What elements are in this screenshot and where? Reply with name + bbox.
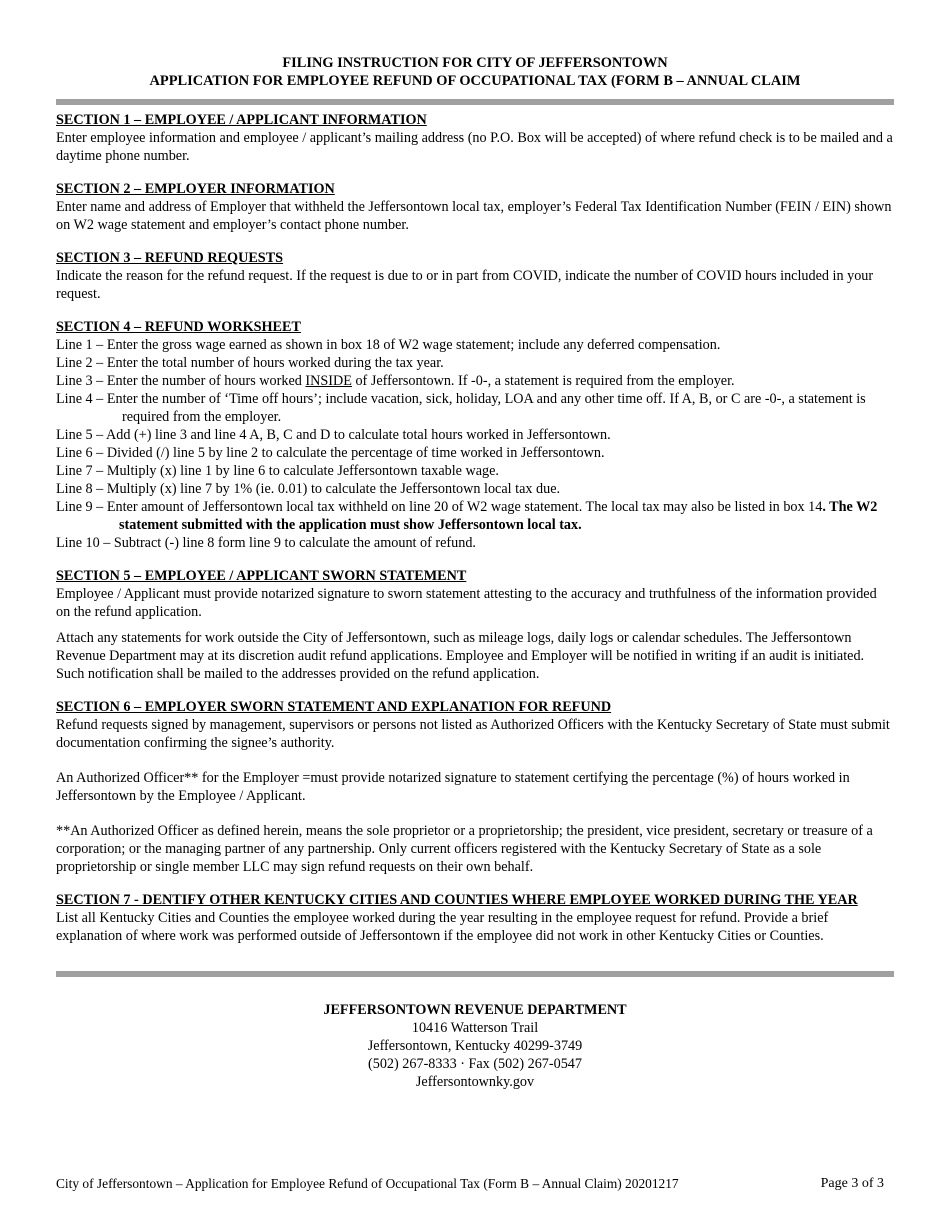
page-number: Page 3 of 3 [820, 1176, 884, 1191]
worksheet-line-5: Line 5 – Add (+) line 3 and line 4 A, B, C and D to calculate total hours worked in Jeffersontown. [56, 427, 611, 443]
section-6 [56, 698, 894, 876]
website: Jeffersontownky.gov [415, 1074, 535, 1090]
section-5 [56, 567, 894, 683]
section-6-heading: SECTION 6 – EMPLOYER SWORN STATEMENT AND EXPLANATION FOR REFUND [56, 699, 612, 715]
section-2-heading: SECTION 2 – EMPLOYER INFORMATION [56, 181, 335, 197]
document-title [56, 54, 894, 90]
section-6-paragraph-2: An Authorized Officer** for the Employer =must provide notarized signature to statement certifying the percentage (%) of hours worked in Jeffersontown by the Employee / Applicant. [56, 770, 850, 804]
department-contact-block [56, 1001, 894, 1091]
title-line-2: APPLICATION FOR EMPLOYEE REFUND OF OCCUPATIONAL TAX (FORM B – ANNUAL CLAIM [149, 73, 801, 89]
address-line-1: 10416 Watterson Trail [411, 1020, 539, 1036]
bottom-divider [56, 971, 894, 977]
section-4-heading: SECTION 4 – REFUND WORKSHEET [56, 319, 301, 335]
section-3-heading: SECTION 3 – REFUND REQUESTS [56, 250, 284, 266]
section-2-text: Enter name and address of Employer that withheld the Jeffersontown local tax, employer’s Federal Tax Identification Number (FEIN / EIN) shown on W2 wage statement and employer’s contact phone number. [56, 199, 892, 233]
section-7-heading: SECTION 7 - DENTIFY OTHER KENTUCKY CITIES AND COUNTIES WHERE EMPLOYEE WORKED DURING THE YEAR [56, 892, 858, 908]
section-3 [56, 249, 894, 303]
worksheet-line-2: Line 2 – Enter the total number of hours worked during the tax year. [56, 355, 444, 371]
section-1-heading: SECTION 1 – EMPLOYEE / APPLICANT INFORMATION [56, 112, 427, 128]
worksheet-line-9 [56, 498, 894, 534]
line-9-text: Line 9 – Enter amount of Jeffersontown local tax withheld on line 20 of W2 wage statement. The local tax may also be listed in box 14 [56, 499, 823, 515]
section-5-heading: SECTION 5 – EMPLOYEE / APPLICANT SWORN STATEMENT [56, 568, 467, 584]
worksheet-line-4: Line 4 – Enter the number of ‘Time off hours’; include vacation, sick, holiday, LOA and any other time off. If A, B, or C are -0-, a statement is required from the employer. [56, 391, 866, 425]
section-2 [56, 180, 894, 234]
section-6-paragraph-1: Refund requests signed by management, supervisors or persons not listed as Authorized Officers with the Kentucky Secretary of State must submit documentation confirming the signee’s authority. [56, 717, 890, 751]
section-1-text: Enter employee information and employee / applicant’s mailing address (no P.O. Box will be accepted) of where refund check is to be mailed and a daytime phone number. [56, 130, 893, 164]
worksheet-line-3 [56, 372, 894, 390]
section-5-paragraph-2: Attach any statements for work outside the City of Jeffersontown, such as mileage logs, daily logs or calendar schedules. The Jeffersontown Revenue Department may at its discretion audit refund applications. Employee and Employer will be notified in writing if an audit is initiated. Such notification shall be mailed to the addresses provided on the refund application. [56, 630, 865, 682]
line-3-text-end: of Jeffersontown. If -0-, a statement is required from the employer. [351, 373, 735, 389]
address-line-2: Jeffersontown, Kentucky 40299-3749 [367, 1038, 583, 1054]
document-page [56, 54, 894, 1091]
title-line-1: FILING INSTRUCTION FOR CITY OF JEFFERSONTOWN [282, 55, 668, 71]
line-3-inside-emphasis: INSIDE [305, 373, 352, 389]
form-identifier: City of Jeffersontown – Application for Employee Refund of Occupational Tax (Form B – Annual Claim) 20201217 [56, 1176, 679, 1191]
worksheet-line-10: Line 10 – Subtract (-) line 8 form line 9 to calculate the amount of refund. [56, 535, 476, 551]
worksheet-line-6: Line 6 – Divided (/) line 5 by line 2 to calculate the percentage of time worked in Jeffersontown. [56, 445, 605, 461]
section-7 [56, 891, 894, 945]
section-6-paragraph-3: **An Authorized Officer as defined herein, means the sole proprietor or a proprietorship; the president, vice president, secretary or treasure of a corporation; or the managing partner of any partnership. Only current officers registered with the Kentucky Secretary of State as a sole proprietorship or single member LLC may sign refund requests on their own behalf. [56, 823, 873, 875]
section-1 [56, 111, 894, 165]
worksheet-line-8: Line 8 – Multiply (x) line 7 by 1% (ie. 0.01) to calculate the Jeffersontown local tax due. [56, 481, 561, 497]
section-5-paragraph-1: Employee / Applicant must provide notarized signature to sworn statement attesting to the accuracy and truthfulness of the information provided on the refund application. [56, 586, 877, 620]
section-4 [56, 318, 894, 552]
line-3-text-start: Line 3 – Enter the number of hours worked [56, 373, 306, 389]
worksheet-line-1: Line 1 – Enter the gross wage earned as shown in box 18 of W2 wage statement; include any deferred compensation. [56, 337, 721, 353]
phone-fax: (502) 267-8333 · Fax (502) 267-0547 [368, 1056, 582, 1072]
section-7-text: List all Kentucky Cities and Counties the employee worked during the year resulting in the employee request for refund. Provide a brief explanation of where work was performed outside of Jeffersontown if the employee did not work in other Kentucky Cities or Counties. [56, 910, 829, 944]
line-9-bold-note: . The W2 statement submitted with the application must show Jeffersontown local tax. [119, 499, 878, 533]
top-divider [56, 99, 894, 105]
section-3-text: Indicate the reason for the refund request. If the request is due to or in part from COVID, indicate the number of COVID hours included in your request. [56, 268, 874, 302]
worksheet-line-7: Line 7 – Multiply (x) line 1 by line 6 to calculate Jeffersontown taxable wage. [56, 463, 499, 479]
department-name: JEFFERSONTOWN REVENUE DEPARTMENT [323, 1002, 627, 1018]
